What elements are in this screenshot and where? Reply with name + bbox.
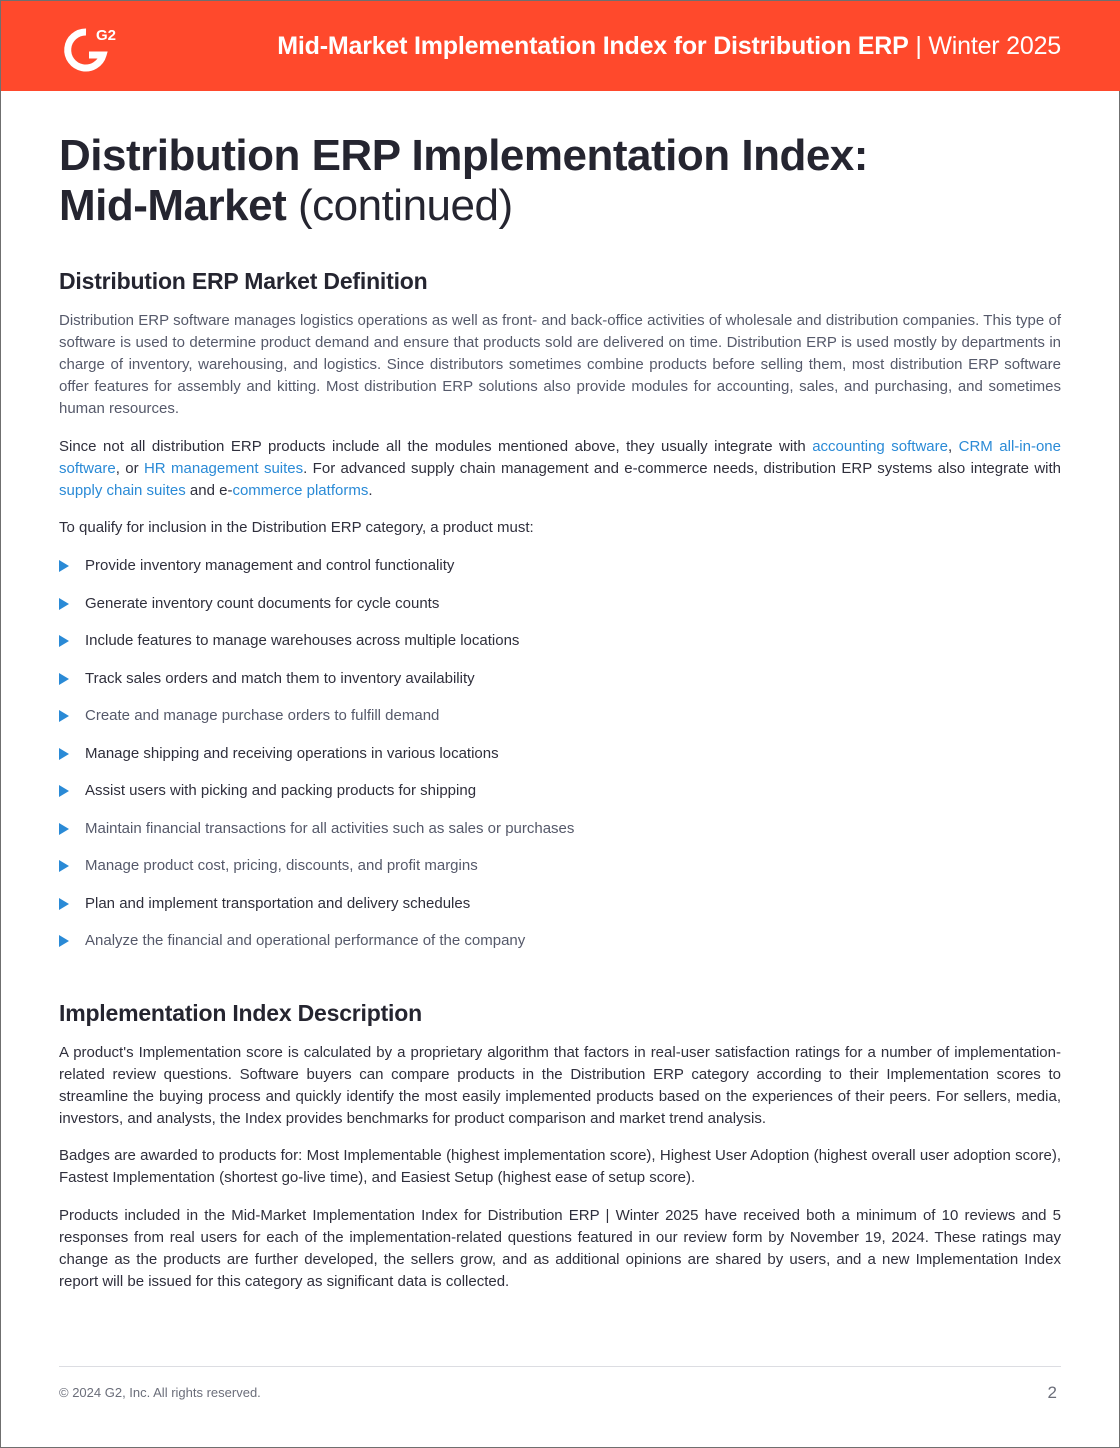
g2-logo-icon xyxy=(59,23,117,75)
criteria-item xyxy=(59,854,1059,892)
copyright-notice: © 2024 G2, Inc. All rights reserved. xyxy=(59,1385,261,1400)
criteria-text: Track sales orders and match them to inventory availability xyxy=(85,669,475,687)
criteria-text: Generate inventory count documents for cycle counts xyxy=(85,594,440,612)
svg-text:G2: G2 xyxy=(96,27,117,44)
criteria-item xyxy=(59,817,1059,855)
criteria-text: Analyze the financial and operational performance of the company xyxy=(85,932,526,949)
bullet-triangle-icon xyxy=(59,560,69,572)
criteria-item xyxy=(59,779,1059,817)
supply-chain-suites-link[interactable]: supply chain suites xyxy=(59,482,186,499)
text-run: Since not all distribution ERP products include all the modules mentioned above, they usually integrate with xyxy=(59,438,813,455)
criteria-text: Manage product cost, pricing, discounts, and profit margins xyxy=(85,857,478,874)
criteria-text: Maintain financial transactions for all activities such as sales or purchases xyxy=(85,819,575,837)
bullet-triangle-icon xyxy=(59,673,69,685)
page-header xyxy=(1,1,1120,91)
text-run: , xyxy=(947,438,959,455)
page-title-segment: Mid-Market xyxy=(59,181,287,230)
index-description-paragraph-2: Badges are awarded to products for: Most Implementable (highest implementation score), Highest User Adoption (highest overall user adoption score), Fastest Implementation (shortest go-live time), and Easiest Setup (highest ease of setup score). xyxy=(59,1147,1061,1186)
page-title-line2 xyxy=(59,181,1059,231)
index-description-paragraph-3: Products included in the Mid-Market Implementation Index for Distribution ERP | Winter 2025 have received both a minimum of 10 reviews and 5 responses from real users for each of the implementation-related questions featured in our review form by November 19, 2024. These ratings may change as the products are further developed, the sellers grow, and as additional opinions are shared by users, and a new Implementation Index report will be issued for this category as significant data is collected. xyxy=(59,1207,1061,1290)
criteria-item xyxy=(59,892,1059,930)
criteria-item xyxy=(59,667,1059,705)
index-description-paragraph-1: A product's Implementation score is calculated by a proprietary algorithm that factors in real-user satisfaction ratings for a number of implementation-related review questions. Software buyers can compare products in the Distribution ERP category according to their Implementation scores to streamline the buying process and quickly identify the most easily implemented products based on the experiences of their peers. For sellers, media, investors, and analysts, the Index provides benchmarks for product comparison and market trend analysis. xyxy=(59,1044,1061,1127)
criteria-text: Manage shipping and receiving operations in various locations xyxy=(85,744,499,762)
text-run: . For advanced supply chain management and e-commerce needs, distribution ERP systems also integrate with xyxy=(303,460,1062,477)
criteria-text: Create and manage purchase orders to fulfill demand xyxy=(85,707,440,724)
text-run: . xyxy=(368,482,373,499)
text-run: , or xyxy=(115,460,144,477)
criteria-item xyxy=(59,629,1059,667)
market-definition-heading: Distribution ERP Market Definition xyxy=(59,268,428,294)
bullet-triangle-icon xyxy=(59,860,69,872)
footer-divider xyxy=(59,1366,1061,1367)
crm-software-link[interactable]: CRM all-in-one software xyxy=(59,438,1061,477)
criteria-text: Include features to manage warehouses across multiple locations xyxy=(85,632,520,649)
criteria-text: Provide inventory management and control functionality xyxy=(85,557,455,574)
criteria-item xyxy=(59,742,1059,780)
market-definition-paragraph: Distribution ERP software manages logistics operations as well as front- and back-office activities of wholesale and distribution companies. This type of software is used to determine product demand and ensure that products sold are delivered on time. Distribution ERP is used mostly by departments in charge of inventory, warehousing, and logistics. Since distributors sometimes combine products before selling them, most distribution ERP software offer features for assembly and kitting. Most distribution ERP solutions also provide modules for accounting, sales, and purchasing, and sometimes human resources. xyxy=(59,312,1061,417)
index-description-heading: Implementation Index Description xyxy=(59,1000,422,1026)
criteria-item xyxy=(59,592,1059,630)
criteria-text: Assist users with picking and packing products for shipping xyxy=(85,782,477,799)
bullet-triangle-icon xyxy=(59,598,69,610)
bullet-triangle-icon xyxy=(59,823,69,835)
header-season: Winter 2025 xyxy=(928,32,1061,60)
header-separator: | xyxy=(915,32,922,60)
bullet-triangle-icon xyxy=(59,898,69,910)
commerce-platforms-link[interactable]: commerce platforms xyxy=(232,482,369,499)
header-title xyxy=(277,29,1061,63)
text-run: and e- xyxy=(185,482,233,499)
criteria-item xyxy=(59,554,1059,592)
criteria-text: Plan and implement transportation and delivery schedules xyxy=(85,894,471,912)
header-report-name: Mid-Market Implementation Index for Distribution ERP xyxy=(277,32,909,60)
page-title xyxy=(59,131,1059,231)
hr-suites-link[interactable]: HR management suites xyxy=(143,460,304,477)
bullet-triangle-icon xyxy=(59,748,69,760)
bullet-triangle-icon xyxy=(59,935,69,947)
qualify-intro: To qualify for inclusion in the Distribution ERP category, a product must: xyxy=(59,519,534,536)
criteria-item xyxy=(59,704,1059,742)
bullet-triangle-icon xyxy=(59,710,69,722)
criteria-item xyxy=(59,929,1059,967)
accounting-software-link[interactable]: accounting software xyxy=(812,438,948,455)
bullet-triangle-icon xyxy=(59,785,69,797)
integrations-paragraph xyxy=(59,436,1061,502)
bullet-triangle-icon xyxy=(59,635,69,647)
page-number: 2 xyxy=(1047,1383,1057,1402)
page-title-continued: (continued) xyxy=(297,181,513,230)
criteria-list xyxy=(59,554,1059,967)
page-title-line1: Distribution ERP Implementation Index: xyxy=(59,131,868,180)
